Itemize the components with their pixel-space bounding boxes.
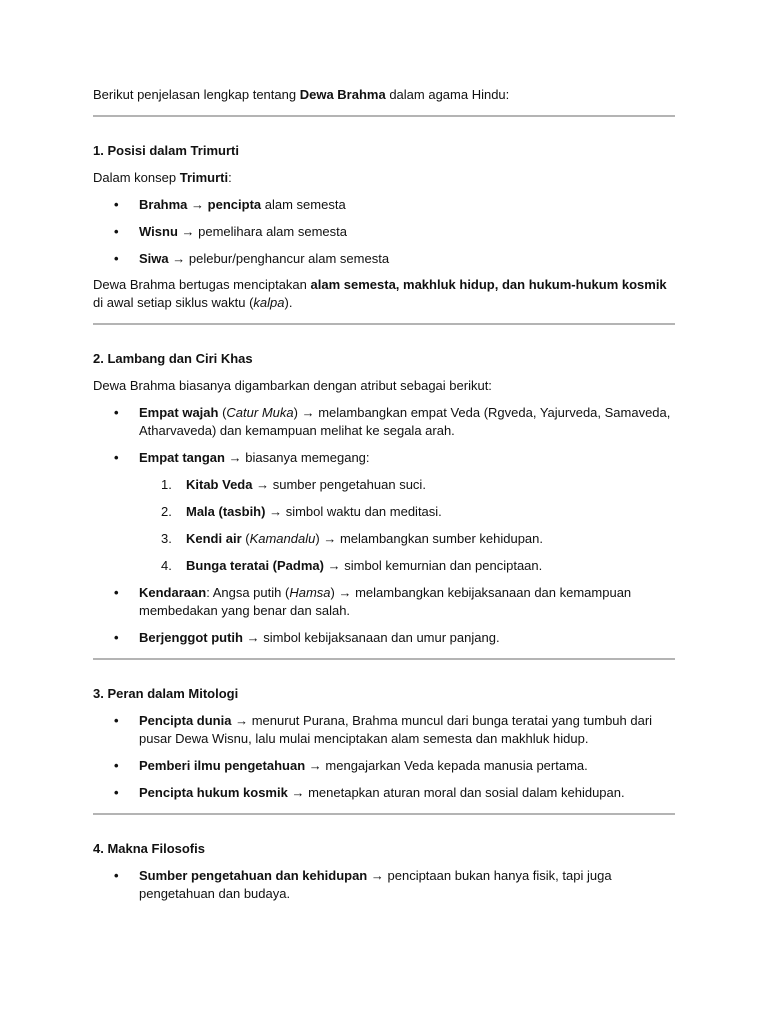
attributes-list bbox=[93, 404, 675, 647]
item-description: melambangkan kebijaksanaan dan kemampuan membedakan yang benar dan salah. bbox=[139, 585, 632, 618]
numbered-item bbox=[139, 476, 675, 494]
arrow-icon: → bbox=[370, 868, 384, 883]
item-term: Wisnu bbox=[139, 224, 178, 239]
section-heading: 2. Lambang dan Ciri Khas bbox=[93, 351, 253, 366]
paren-open: ( bbox=[218, 405, 227, 420]
item-term: Pencipta dunia bbox=[139, 713, 232, 728]
item-description: simbol kemurnian dan penciptaan. bbox=[344, 558, 543, 573]
item-description: simbol kebijaksanaan dan umur panjang. bbox=[263, 630, 500, 645]
arrow-icon: → bbox=[308, 758, 322, 773]
item-description: melambangkan sumber kehidupan. bbox=[339, 531, 544, 546]
list-item bbox=[93, 404, 675, 440]
intro-subject: Dewa Brahma bbox=[299, 87, 386, 102]
section-heading: 1. Posisi dalam Trimurti bbox=[93, 143, 239, 158]
list-item bbox=[93, 223, 675, 241]
lead-colon: : bbox=[228, 170, 232, 185]
arrow-icon: → bbox=[301, 405, 315, 420]
item-term: Empat tangan bbox=[139, 450, 225, 465]
item-italic: Kamandalu bbox=[249, 531, 316, 546]
item-description: menetapkan aturan moral dan sosial dalam kehidupan. bbox=[308, 785, 625, 800]
list-item bbox=[93, 629, 675, 647]
divider bbox=[93, 115, 675, 117]
intro-text: Berikut penjelasan lengkap tentang bbox=[93, 87, 300, 102]
item-term: Siwa bbox=[139, 251, 169, 266]
item-term-secondary: pencipta bbox=[207, 197, 262, 212]
trimurti-list bbox=[93, 196, 675, 268]
arrow-icon: → bbox=[338, 585, 352, 600]
hands-list bbox=[139, 476, 675, 575]
intro-text-end: dalam agama Hindu: bbox=[385, 87, 510, 102]
list-item bbox=[93, 757, 675, 775]
item-description: biasanya memegang: bbox=[245, 450, 370, 465]
list-item bbox=[93, 584, 675, 620]
paren-open: ( bbox=[241, 531, 250, 546]
lead-term: Trimurti bbox=[179, 170, 229, 185]
item-term: Berjenggot putih bbox=[139, 630, 243, 645]
item-italic: Catur Muka bbox=[226, 405, 294, 420]
arrow-icon: → bbox=[291, 785, 305, 800]
item-number: 2. bbox=[161, 504, 172, 519]
paragraph-text: di awal setiap siklus waktu ( bbox=[93, 295, 254, 310]
arrow-icon: → bbox=[191, 197, 205, 212]
paren-close: ) bbox=[315, 531, 324, 546]
arrow-icon: → bbox=[327, 558, 341, 573]
paragraph-text-end: ). bbox=[284, 295, 293, 310]
item-number: 3. bbox=[161, 531, 172, 546]
list-item bbox=[93, 196, 675, 214]
item-description: penciptaan bukan hanya fisik, tapi juga pengetahuan dan budaya. bbox=[139, 868, 612, 901]
numbered-item bbox=[139, 503, 675, 521]
arrow-icon: → bbox=[246, 630, 260, 645]
document-body bbox=[93, 86, 675, 912]
section-lead: Dewa Brahma biasanya digambarkan dengan atribut sebagai berikut: bbox=[93, 378, 492, 393]
arrow-icon: → bbox=[323, 531, 337, 546]
item-description: sumber pengetahuan suci. bbox=[272, 477, 426, 492]
paragraph-italic: kalpa bbox=[253, 295, 285, 310]
arrow-icon: → bbox=[172, 251, 186, 266]
roles-list bbox=[93, 712, 675, 802]
item-number: 1. bbox=[161, 477, 172, 492]
item-description: alam semesta bbox=[261, 197, 346, 212]
divider bbox=[93, 813, 675, 815]
item-term: Brahma bbox=[139, 197, 188, 212]
item-term: Mala (tasbih) bbox=[186, 504, 266, 519]
section-heading: 3. Peran dalam Mitologi bbox=[93, 686, 239, 701]
item-term: Pemberi ilmu pengetahuan bbox=[139, 758, 306, 773]
lead-text: Dalam konsep bbox=[93, 170, 180, 185]
philosophy-list bbox=[93, 867, 675, 903]
item-description: pemelihara alam semesta bbox=[198, 224, 347, 239]
item-term: Sumber pengetahuan dan kehidupan bbox=[139, 868, 368, 883]
item-term: Kitab Veda bbox=[186, 477, 253, 492]
divider bbox=[93, 658, 675, 660]
arrow-icon: → bbox=[228, 450, 242, 465]
item-term: Empat wajah bbox=[139, 405, 219, 420]
list-item bbox=[93, 784, 675, 802]
item-description: pelebur/penghancur alam semesta bbox=[188, 251, 390, 266]
paren-close: ) bbox=[330, 585, 339, 600]
list-item bbox=[93, 867, 675, 903]
numbered-item bbox=[139, 530, 675, 548]
item-text: : Angsa putih ( bbox=[206, 585, 290, 600]
intro-paragraph bbox=[93, 86, 675, 104]
arrow-icon: → bbox=[235, 713, 249, 728]
arrow-icon: → bbox=[269, 504, 283, 519]
list-item bbox=[93, 449, 675, 575]
item-description: melambangkan empat Veda (Rgveda, Yajurveda, Samaveda, Atharvaveda) dan kemampuan melihat ke segala arah. bbox=[139, 405, 671, 438]
numbered-item bbox=[139, 557, 675, 575]
paragraph-emphasis: alam semesta, makhluk hidup, dan hukum-hukum kosmik bbox=[310, 277, 667, 292]
divider bbox=[93, 323, 675, 325]
section-lead bbox=[93, 169, 675, 187]
item-number: 4. bbox=[161, 558, 172, 573]
paragraph-text: Dewa Brahma bertugas menciptakan bbox=[93, 277, 311, 292]
list-item bbox=[93, 250, 675, 268]
item-description: simbol waktu dan meditasi. bbox=[285, 504, 442, 519]
item-description: menurut Purana, Brahma muncul dari bunga teratai yang tumbuh dari pusar Dewa Wisnu, lalu mulai menciptakan alam semesta dan makhluk hidup. bbox=[139, 713, 653, 746]
arrow-icon: → bbox=[181, 224, 195, 239]
item-term: Bunga teratai (Padma) bbox=[186, 558, 324, 573]
item-description: mengajarkan Veda kepada manusia pertama. bbox=[325, 758, 588, 773]
list-item bbox=[93, 712, 675, 748]
section-paragraph bbox=[93, 276, 675, 312]
item-term: Kendaraan bbox=[139, 585, 207, 600]
section-heading: 4. Makna Filosofis bbox=[93, 841, 205, 856]
item-term: Pencipta hukum kosmik bbox=[139, 785, 288, 800]
arrow-icon: → bbox=[256, 477, 270, 492]
item-term: Kendi air bbox=[186, 531, 242, 546]
item-italic: Hamsa bbox=[289, 585, 331, 600]
paren-close: ) bbox=[293, 405, 302, 420]
